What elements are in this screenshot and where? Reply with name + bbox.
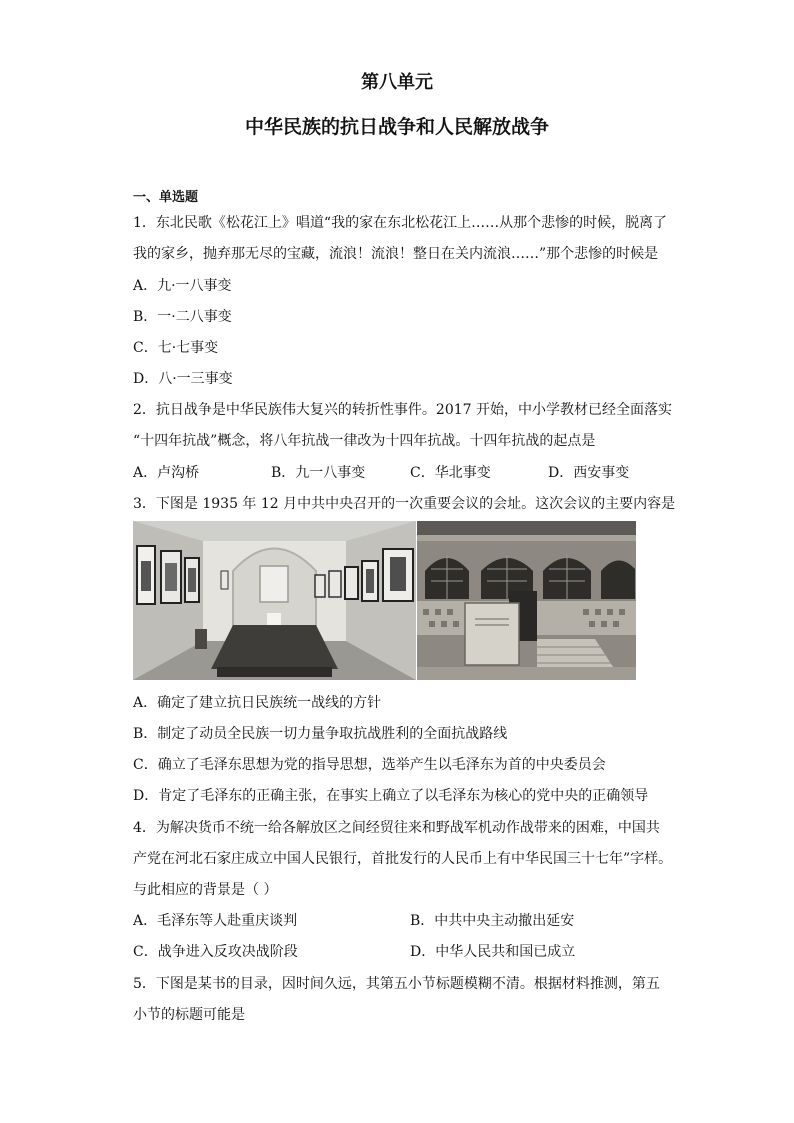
q2-stem-line2: “十四年抗战”概念，将八年抗战一律改为十四年抗战。十四年抗战的起点是 <box>133 433 596 449</box>
q5-stem-line1: 5．下图是某书的目录，因时间久远，其第五小节标题模糊不清。根据材料推测，第五 <box>133 976 660 992</box>
meeting-site-exterior-illustration <box>417 521 636 680</box>
q1-option-b: B．一·二八事变 <box>133 309 232 325</box>
meeting-room-interior-illustration <box>133 521 416 680</box>
q2-option-d: D．西安事变 <box>548 465 630 481</box>
q4-stem-line3: 与此相应的背景是（ ） <box>133 882 278 898</box>
q4-option-c: C．战争进入反攻决战阶段 <box>133 944 298 960</box>
unit-subtitle: 中华民族的抗日战争和人民解放战争 <box>244 116 549 138</box>
q3-option-d: D．肯定了毛泽东的正确主张，在事实上确立了以毛泽东为核心的党中央的正确领导 <box>133 788 649 804</box>
q4-option-a: A．毛泽东等人赴重庆谈判 <box>133 913 298 929</box>
q2-option-b: B．九一八事变 <box>271 465 366 481</box>
q1-option-d: D．八·一三事变 <box>133 371 233 387</box>
meeting-room-interior-photo <box>133 521 416 680</box>
unit-title: 第八单元 <box>361 72 433 93</box>
q3-option-b: B．制定了动员全民族一切力量争取抗战胜利的全面抗战路线 <box>133 726 508 742</box>
q4-stem-line2: 产党在河北石家庄成立中国人民银行，首批发行的人民币上有中华民国三十七年”字样。 <box>133 851 673 867</box>
q1-option-c: C．七·七事变 <box>133 340 219 356</box>
section-heading: 一、单选题 <box>133 190 199 205</box>
q2-stem-line1: 2．抗日战争是中华民族伟大复兴的转折性事件。2017 开始，中小学教材已经全面落实 <box>133 402 672 418</box>
q3-option-c: C．确立了毛泽东思想为党的指导思想，选举产生以毛泽东为首的中央委员会 <box>133 757 606 773</box>
q2-option-a: A．卢沟桥 <box>133 465 200 481</box>
q5-stem-line2: 小节的标题可能是 <box>133 1007 245 1023</box>
q3-stem: 3．下图是 1935 年 12 月中共中央召开的一次重要会议的会址。这次会议的主要内容是 <box>133 496 676 512</box>
q4-option-b: B．中共中央主动撤出延安 <box>410 913 575 929</box>
meeting-site-exterior-photo <box>417 521 636 680</box>
q4-option-d: D．中华人民共和国已成立 <box>410 944 576 960</box>
q4-stem-line1: 4．为解决货币不统一给各解放区之间经贸往来和野战军机动作战带来的困难，中国共 <box>133 820 660 836</box>
q3-option-a: A．确定了建立抗日民族统一战线的方针 <box>133 695 382 711</box>
q2-option-c: C．华北事变 <box>410 465 491 481</box>
q1-stem-line1: 1．东北民歌《松花江上》唱道“我的家在东北松花江上……从那个悲惨的时候，脱离了 <box>133 215 668 231</box>
q1-option-a: A．九·一八事变 <box>133 278 232 294</box>
q1-stem-line2: 我的家乡，抛弃那无尽的宝藏，流浪！流浪！整日在关内流浪……”那个悲惨的时候是 <box>133 246 659 262</box>
